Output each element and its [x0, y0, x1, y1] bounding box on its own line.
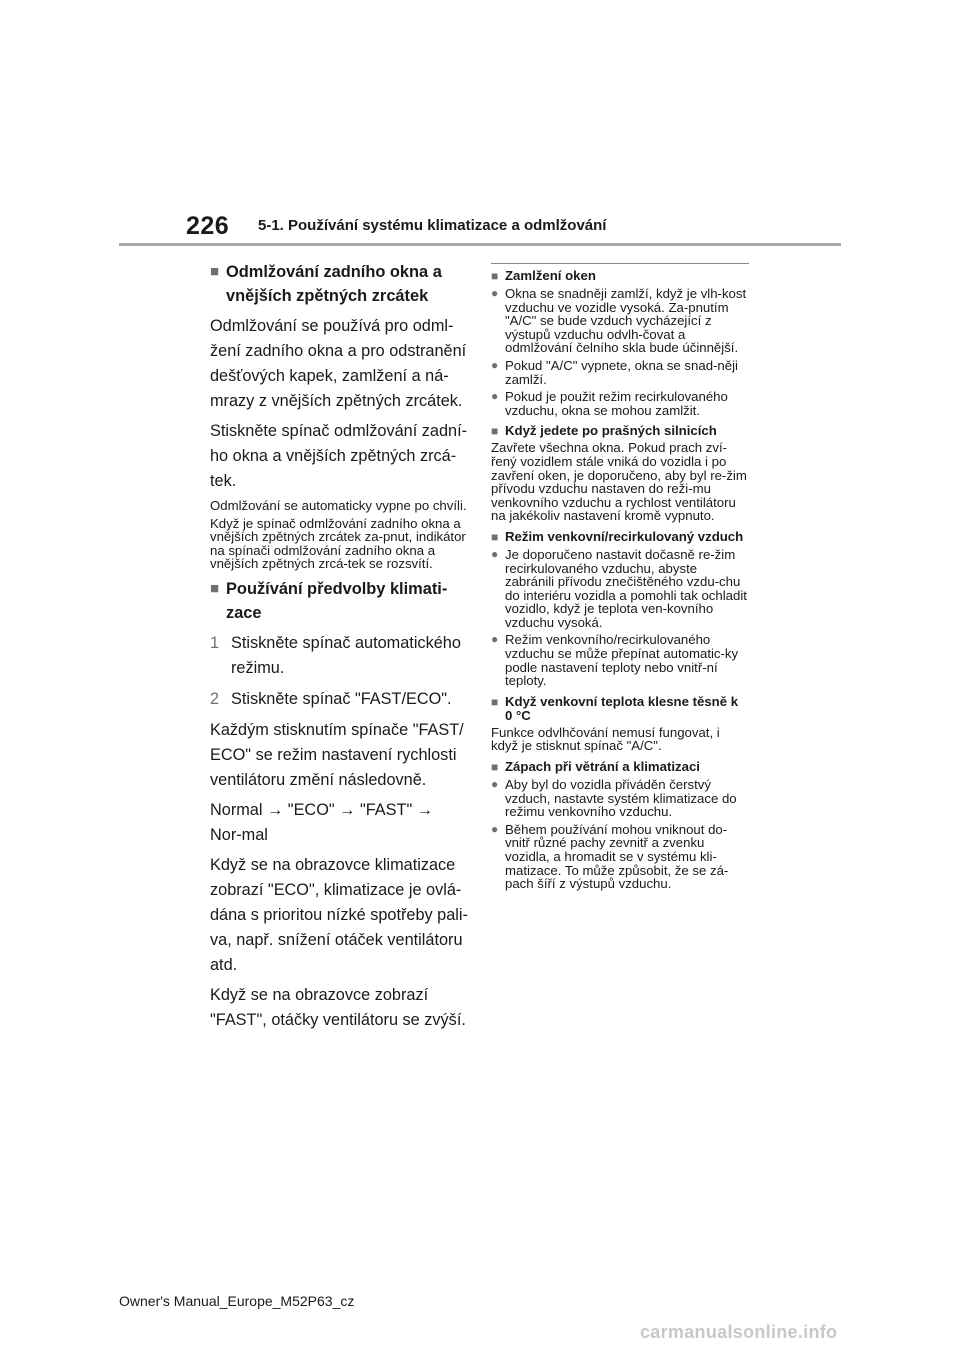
circle-bullet-icon: ●	[491, 546, 499, 561]
left-column	[210, 254, 468, 1038]
section-title: 5-1. Používání systému klimatizace a odmlžování	[258, 217, 607, 234]
heading-text: Zamlžení oken	[505, 268, 596, 283]
bullet-item	[491, 359, 749, 386]
bullet-text: Je doporučeno nastavit dočasně re-žim recirkulovaného vzduchu, abyste zabránili přívodu znečištěného vzdu-chu do interiéru vozidla a pomohli tak ochladit vozidlo, když je teplota ven-kovního vzduchu vysoká.	[505, 546, 747, 630]
header-divider	[119, 243, 841, 246]
square-bullet-icon: ■	[491, 694, 499, 709]
bullet-text: Okna se snadněji zamlží, když je vlh-kost vzduchu ve vozidle vysoká. Za-pnutím "A/C" se bude vzduch vycházející z výstupů vzduchu odvlh-čovat a odmlžování čelního skla bude účinnější.	[505, 286, 747, 356]
column-divider	[491, 263, 749, 264]
bullet-text: Režim venkovního/recirkulovaného vzduchu se může přepínat automatic-ky podle nastavení teploty nebo vnitř-ní teploty.	[505, 632, 739, 689]
step-item	[210, 687, 468, 712]
heading-window-fogging	[491, 269, 749, 283]
step-number: 1	[210, 633, 220, 652]
circle-bullet-icon: ●	[491, 632, 499, 647]
circle-bullet-icon: ●	[491, 821, 499, 836]
mode-sequence: Normal → "ECO" → "FAST" → Nor-mal	[210, 800, 434, 844]
circle-bullet-icon: ●	[491, 389, 499, 404]
circle-bullet-icon: ●	[491, 286, 499, 300]
heading-air-mode	[491, 530, 749, 544]
bullet-item	[491, 823, 749, 891]
manual-footer: Owner's Manual_Europe_M52P63_cz	[119, 1293, 355, 1309]
paragraph: Když se na obrazovce zobrazí "FAST", otáčky ventilátoru se zvýší.	[210, 985, 466, 1029]
page-header	[0, 0, 960, 250]
square-bullet-icon: ■	[491, 529, 499, 544]
bullet-item	[491, 633, 749, 687]
paragraph: Funkce odvlhčování nemusí fungovat, i když je stisknut spínač "A/C".	[491, 724, 720, 754]
heading-text: Když venkovní teplota klesne těsně k 0 °C	[505, 693, 739, 723]
step-text: Stiskněte spínač "FAST/ECO".	[231, 689, 452, 708]
heading-climate-preset	[210, 577, 468, 625]
bullet-text: Pokud "A/C" vypnete, okna se snad-něji zamlží.	[505, 357, 738, 387]
paragraph: Každým stisknutím spínače "FAST/ ECO" se režim nastavení rychlosti ventilátoru změní následovně.	[210, 720, 464, 789]
note-text: Když je spínač odmlžování zadního okna a vnějších zpětných zrcátek za-pnut, indikátor na spínači odmlžování zadního okna a vnějších zpětných zrcá-tek se rozsvítí.	[210, 515, 466, 571]
page-number: 226	[186, 212, 230, 240]
heading-rear-defogger	[210, 260, 468, 308]
square-bullet-icon: ■	[210, 263, 220, 280]
bullet-text: Pokud je použit režim recirkulovaného vzduchu, okna se mohou zamlžit.	[505, 389, 728, 418]
square-bullet-icon: ■	[491, 760, 499, 775]
step-item	[210, 631, 468, 681]
bullet-item	[491, 778, 749, 819]
heading-odors	[491, 760, 749, 774]
heading-text: Zápach při větrání a klimatizaci	[505, 759, 700, 775]
bullet-item	[491, 287, 749, 355]
watermark: carmanualsonline.info	[640, 1322, 838, 1342]
square-bullet-icon: ■	[491, 269, 499, 283]
bullet-text: Aby byl do vozidla přiváděn čerstvý vzduch, nastavte systém klimatizace do režimu venkovního vzduchu.	[505, 777, 737, 820]
bullet-item	[491, 548, 749, 630]
heading-text: Odmlžování zadního okna a vnějších zpětných zrcátek	[226, 263, 442, 305]
heading-text: Režim venkovní/recirkulovaný vzduch	[505, 528, 744, 544]
square-bullet-icon: ■	[210, 579, 220, 597]
bullet-text: Během používání mohou vniknout do-vnitř různé pachy zevnitř a zvenku vozidla, a hromadit se v systému kli-matizace. To může způsobit, že se zá-pach šíří z výstupů vzduchu.	[505, 821, 729, 892]
bullet-item	[491, 390, 749, 417]
note-text: Odmlžování se automaticky vypne po chvíli.	[210, 498, 467, 513]
heading-outside-temp	[491, 695, 749, 723]
right-column	[491, 263, 749, 894]
paragraph: Stiskněte spínač odmlžování zadní-ho okna a vnějších zpětných zrcá-tek.	[210, 422, 468, 490]
circle-bullet-icon: ●	[491, 357, 499, 372]
step-text: Stiskněte spínač automatického režimu.	[231, 633, 461, 677]
circle-bullet-icon: ●	[491, 777, 499, 792]
heading-text: Když jedete po prašných silnicích	[505, 423, 717, 439]
step-number: 2	[210, 689, 220, 708]
paragraph: Když se na obrazovce klimatizace zobrazí "ECO", klimatizace je ovlá-dána s prioritou nízké spotřeby pali-va, např. snížení otáček ventilátoru atd.	[210, 855, 468, 974]
paragraph: Odmlžování se používá pro odml-žení zadního okna a pro odstranění dešťových kapek, zamlžení a ná-mrazy z vnějších zpětných zrcátek.	[210, 317, 467, 410]
paragraph: Zavřete všechna okna. Pokud prach zví-řený vozidlem stále vniká do vozidla i po zavření oken, je doporučeno, aby byl re-žim přívodu vzduchu nastaven do reži-mu venkovního vzduchu a rychlost ventilátoru na jakékoliv nastavení kromě vypnuto.	[491, 440, 747, 524]
square-bullet-icon: ■	[491, 424, 499, 439]
heading-text: Používání předvolby klimati-zace	[226, 579, 448, 622]
heading-dusty-roads	[491, 424, 749, 438]
